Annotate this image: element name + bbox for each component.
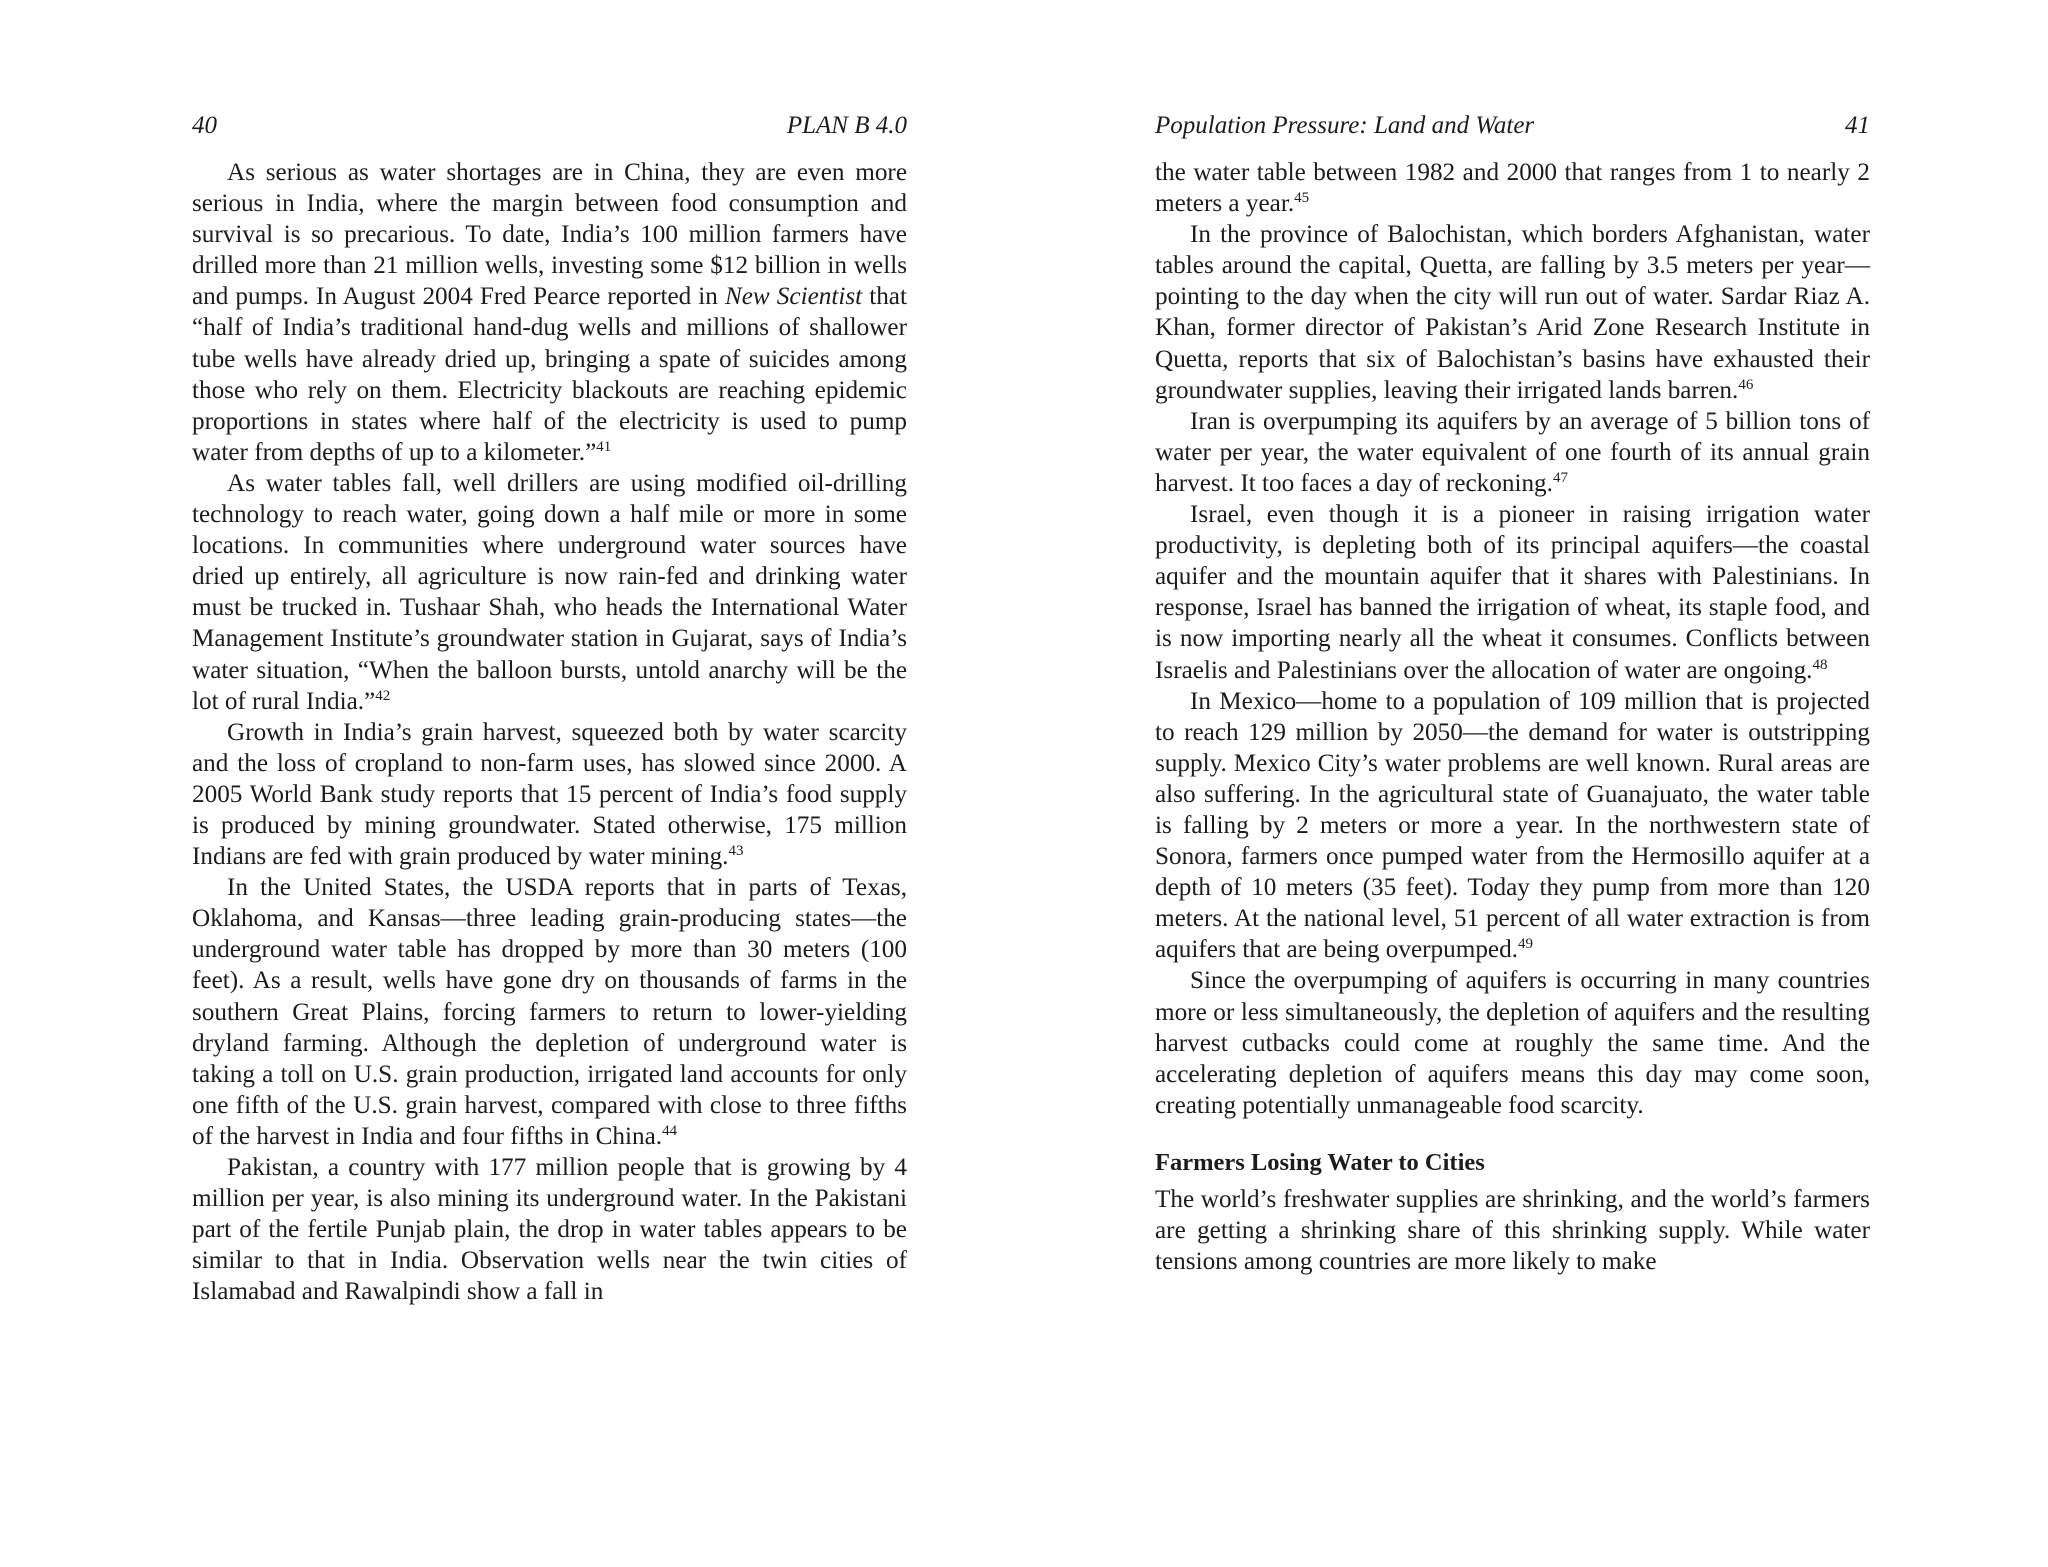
left-running-head bbox=[192, 112, 907, 146]
endnote-ref: 46 bbox=[1738, 376, 1754, 393]
paragraph: Iran is overpumping its aquifers by an average of 5 billion tons of water per year, the water equivalent of one fourth of its annual grain harvest. It too faces a day of reckoning.$^{47}$ bbox=[1155, 407, 1870, 497]
endnote-ref: 47 bbox=[1552, 469, 1568, 486]
endnote-ref: 44 bbox=[662, 1122, 678, 1139]
right-running-head bbox=[1155, 112, 1870, 146]
paragraph: In Mexico—home to a population of 109 million that is projected to reach 129 million by 2050—the demand for water is outstripping supply. Mexico City’s water problems are well known. Rural areas are also suffering. In the agricultural state of Guanajuato, the water table is falling by 2 meters or more a year. In the northwestern state of Sonora, farmers once pumped water from the Hermosillo aquifer at a depth of 10 meters (35 feet). Today they pump from more than 120 meters. At the national level, 51 percent of all water extraction is from aquifers that are being overpumped.$^{49}$ bbox=[1155, 687, 1870, 964]
endnote-ref: 48 bbox=[1812, 656, 1828, 673]
endnote-ref: 49 bbox=[1517, 936, 1533, 953]
page-number: 40 bbox=[192, 112, 217, 139]
paragraph: In the United States, the USDA reports that in parts of Texas, Oklahoma, and Kansas—three leading grain-producing states—the underground water table has dropped by more than 30 meters (100 feet). As a result, wells have gone dry on thousands of farms in the southern Great Plains, forcing farmers to return to lower-yielding dryland farming. Although the depletion of underground water is taking a toll on U.S. grain production, irrigated land accounts for only one fifth of the U.S. grain harvest, compared with close to three fifths of the harvest in India and four fifths in China.$^{44}$ bbox=[192, 874, 907, 1150]
paragraph: As water tables fall, well drillers are using modified oil-drilling technology to reach water, going down a half mile or more in some locations. In communities where underground water sources have dried up entirely, all agriculture is now rain-fed and drinking water must be trucked in. Tushaar Shah, who heads the International Water Management Institute’s groundwater station in Gujarat, says of India’s water situation, “When the balloon bursts, untold anarchy will be the lot of rural India.”$^{42}$ bbox=[192, 469, 907, 715]
chapter-title-header: Population Pressure: Land and Water bbox=[1155, 112, 1535, 139]
paragraph: As serious as water shortages are in China, they are even more serious in India, where the margin between food consumption and survival is so precarious. To date, India’s 100 million farmers have drilled more than 21 million wells, investing some $12 billion in wells and pumps. In August 2004 Fred Pearce reported in New Scientist that “half of India’s traditional hand-dug wells and millions of shallower tube wells have already dried up, bringing a spate of suicides among those who rely on them. Electricity blackouts are reaching epidemic proportions in states where half of the electricity is used to pump water from depths of up to a kilometer.”$^{41}$ bbox=[192, 159, 907, 466]
book-title-header: PLAN B 4.0 bbox=[786, 112, 907, 139]
left-body-text bbox=[192, 157, 907, 1307]
endnote-ref: 41 bbox=[596, 438, 612, 455]
endnote-ref: 43 bbox=[728, 843, 744, 860]
paragraph: Israel, even though it is a pioneer in raising irrigation water productivity, is depleting both of its principal aquifers—the coastal aquifer and the mountain aquifer that it shares with Palestinians. In response, Israel has banned the irrigation of wheat, its staple food, and is now importing nearly all the wheat it consumes. Conflicts between Israelis and Palestinians over the allocation of water are ongoing.$^{48}$ bbox=[1155, 501, 1870, 684]
paragraph: In the province of Balochistan, which borders Afghanistan, water tables around the capital, Quetta, are falling by 3.5 meters per year—pointing to the day when the city will run out of water. Sardar Riaz A. Khan, former director of Pakistan’s Arid Zone Research Institute in Quetta, reports that six of Balochistan’s basins have exhausted their groundwater supplies, leaving their irrigated lands barren.$^{46}$ bbox=[1155, 221, 1870, 404]
right-body-text bbox=[1155, 157, 1870, 1277]
page-number: 41 bbox=[1845, 112, 1870, 139]
paragraph-continuation: the water table between 1982 and 2000 that ranges from 1 to nearly 2 meters a year.$^{45}$ bbox=[1155, 159, 1870, 218]
endnote-ref: 42 bbox=[375, 687, 391, 704]
paragraph: Pakistan, a country with 177 million people that is growing by 4 million per year, is also mining its underground water. In the Pakistani part of the fertile Punjab plain, the drop in water tables appears to be similar to that in India. Observation wells near the twin cities of Islamabad and Rawalpindi show a fall in bbox=[192, 1154, 907, 1306]
section-paragraph: The world’s freshwater supplies are shrinking, and the world’s farmers are getting a shrinking share of this shrinking supply. While water tensions among countries are more likely to make bbox=[1155, 1185, 1870, 1276]
paragraph: Since the overpumping of aquifers is occurring in many countries more or less simultaneously, the depletion of aquifers and the resulting harvest cutbacks could come at roughly the same time. And the accelerating depletion of aquifers means this day may come soon, creating potentially unmanageable food scarcity. bbox=[1155, 967, 1870, 1119]
endnote-ref: 45 bbox=[1294, 190, 1310, 207]
paragraph: Growth in India’s grain harvest, squeezed both by water scarcity and the loss of cropland to non-farm uses, has slowed since 2000. A 2005 World Bank study reports that 15 percent of India’s food supply is produced by mining groundwater. Stated otherwise, 175 million Indians are fed with grain produced by water mining.$^{43}$ bbox=[192, 718, 907, 871]
section-heading: Farmers Losing Water to Cities bbox=[1155, 1148, 1485, 1176]
publication-title: New Scientist bbox=[724, 283, 863, 311]
